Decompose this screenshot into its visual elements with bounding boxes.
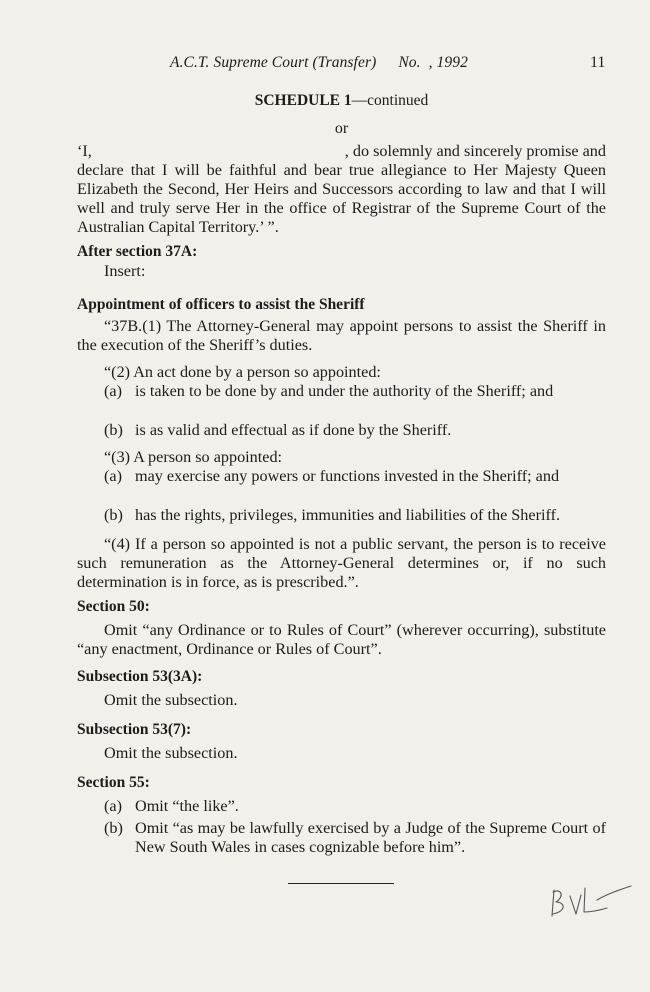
subsection-2-item-a [104, 382, 606, 401]
item-label: (b) [104, 819, 123, 837]
subsection-2-intro: “(2) An act done by a person so appointed: [104, 363, 381, 381]
heading-subsection-53-7: Subsection 53(7): [77, 721, 192, 738]
subsection-4-text: “(4) If a person so appointed is not a public servant, the person is to receive such remuneration as the Attorney-General determines or, if no such determination is in force, as is prescribed.”. [77, 535, 606, 591]
section-55-item-b [104, 819, 606, 857]
item-text: is taken to be done by and under the authority of the Sheriff; and [135, 382, 554, 400]
section-50-amendment [77, 621, 606, 659]
item-label: (b) [104, 506, 123, 524]
item-label: (b) [104, 421, 123, 439]
item-label: (a) [104, 382, 122, 400]
page-number: 11 [590, 54, 606, 71]
running-header [170, 54, 468, 72]
item-text: Omit “the like”. [135, 797, 239, 815]
initials-drawing [545, 878, 635, 922]
subsection-53-7-text: Omit the subsection. [104, 744, 238, 762]
section-50-text: Omit “any Ordinance or to Rules of Court” (wherever occurring), substitute “any enactment, Ordinance or Rules of Court”. [77, 621, 606, 658]
item-text: is as valid and effectual as if done by the Sheriff. [135, 421, 452, 439]
oath-rest: declare that I will be faithful and bear true allegiance to Her Majesty Queen Elizabeth the Second, Her Heirs and Successors according to law and that I will well and truly serve Her in the office of Registrar of the Supreme Court of the Australian Capital Territory.’ ”. [77, 161, 606, 236]
oath-line-start: ‘I, [77, 142, 92, 160]
subsection-3-item-b [104, 506, 606, 525]
oath-first-line [77, 142, 606, 161]
act-year: , 1992 [428, 54, 468, 71]
schedule-title: SCHEDULE 1 [254, 92, 352, 109]
handwritten-initials [545, 878, 635, 927]
heading-subsection-53-3a: Subsection 53(3A): [77, 668, 203, 685]
schedule-continued: —continued [351, 92, 429, 109]
end-rule [288, 883, 394, 884]
section-55-item-a [104, 797, 606, 816]
subsection-4 [77, 535, 606, 592]
heading-section-50: Section 50: [77, 598, 150, 615]
heading-section-55: Section 55: [77, 774, 150, 791]
schedule-heading [0, 92, 650, 110]
item-label: (a) [104, 797, 122, 815]
heading-appointment-of-officers: Appointment of officers to assist the Sheriff [77, 296, 365, 313]
heading-after-section-37a: After section 37A: [77, 243, 198, 260]
subsection-37b-1-text: “37B.(1) The Attorney-General may appoint persons to assist the Sheriff in the execution of the Sheriff’s duties. [77, 317, 606, 354]
subsection-3-item-a [104, 467, 606, 486]
item-text: has the rights, privileges, immunities and liabilities of the Sheriff. [135, 506, 561, 524]
item-text: Omit “as may be lawfully exercised by a Judge of the Supreme Court of New South Wales in cases cognizable before him”. [135, 819, 606, 856]
oath-line-end: , do solemnly and sincerely promise and [344, 142, 606, 160]
oath-paragraph [77, 142, 606, 237]
item-label: (a) [104, 467, 122, 485]
or-separator: or [334, 120, 349, 137]
item-text: may exercise any powers or functions invested in the Sheriff; and [135, 467, 560, 485]
act-number-label: No. [398, 54, 421, 71]
subsection-37b-1 [77, 317, 606, 355]
insert-instruction: Insert: [104, 262, 146, 280]
subsection-3-intro: “(3) A person so appointed: [104, 448, 283, 466]
subsection-53-3a-text: Omit the subsection. [104, 691, 238, 709]
subsection-2-item-b [104, 421, 606, 440]
act-title: A.C.T. Supreme Court (Transfer) [170, 54, 377, 71]
